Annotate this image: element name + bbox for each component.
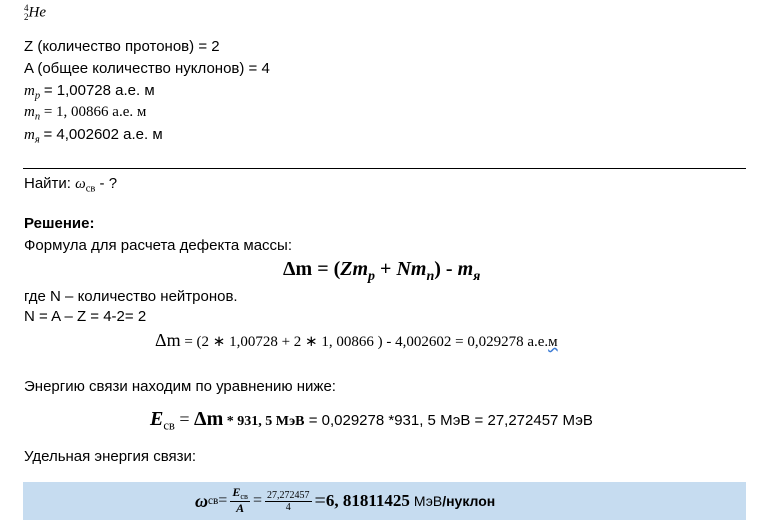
specific-energy-formula: ω св = $\frac{E_{св}}{A}$ = $\frac{27,272457}{4}$ = 6, 81811425 МэВ /нуклон bbox=[195, 485, 496, 516]
specific-intro: Удельная энергия связи: bbox=[24, 448, 197, 465]
where-line: где N – количество нейтронов. bbox=[24, 288, 238, 305]
solution-heading: Решение: bbox=[24, 215, 95, 232]
mass-defect-calc: Δm = (2 ∗ 1,00728 + 2 ∗ 1, 00866 ) - 4,002602 = 0,029278 а.е.м bbox=[155, 330, 558, 350]
mass-number: 4 bbox=[24, 3, 29, 13]
given-mya: $m_я = 4,002602$ а.е. м bbox=[24, 126, 163, 146]
atomic-number: 2 bbox=[24, 12, 29, 22]
isotope-symbol bbox=[24, 4, 46, 22]
given-mp: $m_p = 1,00728$ а.е. м bbox=[24, 82, 155, 102]
mass-defect-formula: $\Delta m = (Zm_p + Nm_n) - m_я$ bbox=[283, 258, 481, 284]
given-mn: $m_n = 1$, 00866 а.е. м bbox=[24, 104, 147, 123]
divider-line bbox=[23, 168, 746, 169]
find-line: Найти: $\omega_{св}$ - ? bbox=[24, 175, 118, 195]
binding-intro: Энергию связи находим по уравнению ниже: bbox=[24, 378, 336, 395]
binding-energy-formula: $E_{св} = \Delta m * 931$, 5 МэВ = 0,029278 *931, 5 МэВ = 27,272457 МэВ bbox=[150, 408, 593, 433]
element-symbol: He bbox=[28, 4, 46, 21]
n-calc: N = A – Z = 4-2= 2 bbox=[24, 308, 147, 325]
formula-intro: Формула для расчета дефекта массы: bbox=[24, 237, 293, 254]
given-z: Z (количество протонов) = 2 bbox=[24, 38, 220, 55]
given-a: A (общее количество нуклонов) = 4 bbox=[24, 60, 270, 77]
